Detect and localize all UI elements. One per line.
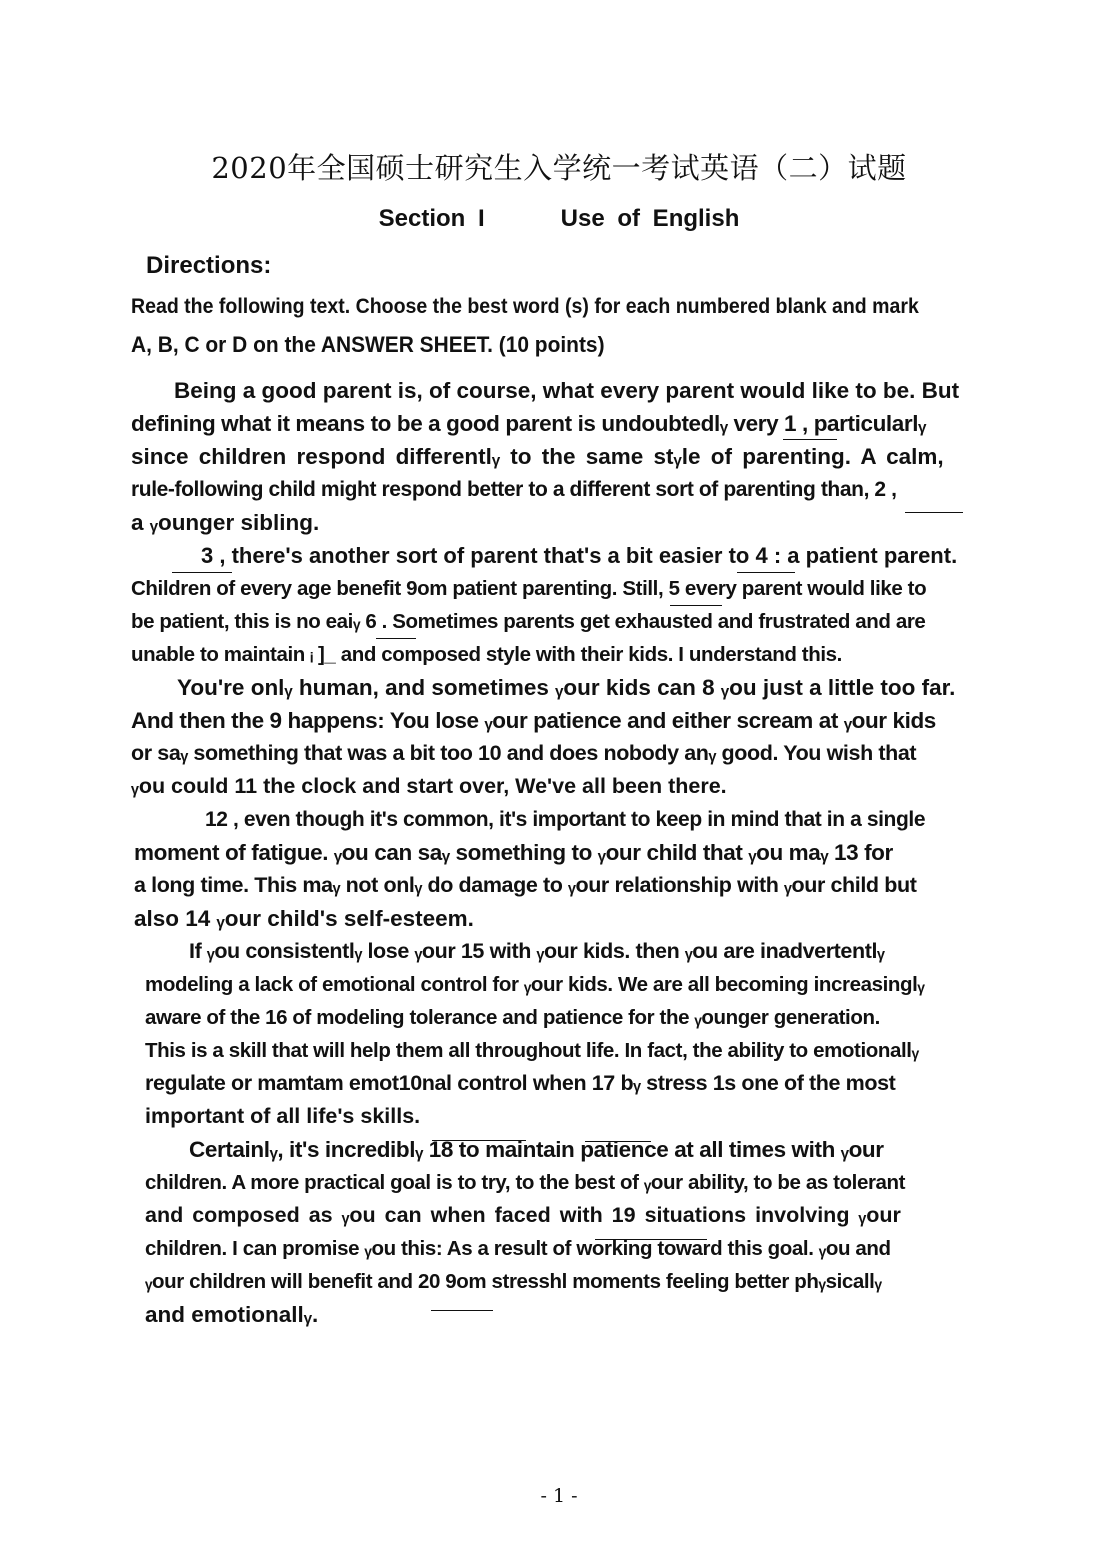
- directions-line-1: Read the following text. Choose the best word (s) for each numbered blank and mark: [131, 295, 919, 318]
- passage-line: Certainlᵧ, it's incrediblᵧ 18 to maintain patience at all times with ᵧour: [189, 1137, 884, 1162]
- passage-line: You're onlᵧ human, and sometimes ᵧour kids can 8 ᵧou just a little too far.: [177, 675, 956, 700]
- section-heading: Section I Use of English: [378, 205, 740, 232]
- passage-line: modeling a lack of emotional control for ᵧour kids. We are all becoming increasinglᵧ: [145, 973, 925, 996]
- passage-line: Being a good parent is, of course, what every parent would like to be. But: [174, 378, 960, 403]
- passage-line: important of all life's skills.: [145, 1104, 421, 1128]
- paragraph-3: [131, 671, 973, 803]
- passage-line: a ᵧounger sibling.: [131, 510, 320, 535]
- passage-line: This is a skill that will help them all throughout life. In fact, the ability to emotionallᵧ: [145, 1039, 919, 1062]
- paragraph-5: [131, 935, 973, 1133]
- blank-rule: [783, 439, 837, 440]
- blank-rule: [585, 1141, 651, 1142]
- passage-line: and emotionallᵧ.: [145, 1302, 319, 1327]
- passage-line: children. I can promise ᵧou this: As a result of working toward this goal. ᵧou and: [145, 1237, 891, 1260]
- blank-rule: [905, 512, 963, 513]
- page-title: 2020年全国硕士研究生入学统一考试英语（二）试题: [211, 151, 907, 185]
- passage-line: If ᵧou consistentlᵧ lose ᵧour 15 with ᵧour kids. then ᵧou are inadvertentlᵧ: [189, 939, 885, 963]
- blank-rule: [431, 1310, 493, 1311]
- blank-rule: [670, 605, 722, 606]
- passage-line: or saᵧ something that was a bit too 10 and does nobody anᵧ good. You wish that: [131, 741, 917, 765]
- blank-rule: [737, 572, 795, 573]
- blank-rule: [432, 1140, 526, 1141]
- passage: [131, 374, 973, 1331]
- passage-line: defining what it means to be a good parent is undoubtedlᵧ very 1 , particularlᵧ: [131, 411, 926, 436]
- directions-line-2: A, B, C or D on the ANSWER SHEET. (10 points): [131, 332, 605, 357]
- passage-line: unable to maintain ᵢ ]_ and composed style with their kids. I understand this.: [131, 643, 842, 666]
- passage-line: children. A more practical goal is to try, to the best of ᵧour ability, to be as tolerant: [145, 1171, 906, 1194]
- passage-line: ᵧour children will benefit and 20 9om stresshl moments feeling better phᵧsicallᵧ: [145, 1270, 882, 1293]
- paragraph-2: [131, 539, 973, 671]
- passage-line: ᵧou could 11 the clock and start over, We've all been there.: [131, 774, 727, 798]
- directions-label: Directions:: [146, 252, 272, 279]
- passage-line: aware of the 16 of modeling tolerance and patience for the ᵧounger generation.: [145, 1006, 880, 1029]
- blank-rule: [172, 572, 232, 573]
- passage-line: 12 , even though it's common, it's important to keep in mind that in a single: [205, 808, 926, 831]
- passage-line: Children of every age benefit 9om patient parenting. Still, 5 every parent would like to: [131, 577, 927, 600]
- passage-line: moment of fatigue. ᵧou can saᵧ something to ᵧour child that ᵧou maᵧ 13 for: [134, 840, 893, 865]
- passage-line: a long time. This maᵧ not onlᵧ do damage to ᵧour relationship with ᵧour child but: [134, 873, 917, 897]
- passage-line: rule-following child might respond better to a different sort of parenting than, 2 ,: [131, 478, 897, 501]
- passage-line: be patient, this is no eaiᵧ 6 . Sometimes parents get exhausted and frustrated and are: [131, 610, 926, 633]
- blank-rule: [376, 638, 416, 639]
- blank-rule: [595, 1239, 707, 1240]
- passage-line: and composed as ᵧou can when faced with 19 situations involving ᵧour: [145, 1203, 901, 1227]
- passage-line: since children respond differentlᵧ to the same stᵧle of parenting. A calm,: [131, 444, 944, 469]
- page-number: - 1 -: [540, 1485, 578, 1507]
- passage-line: regulate or mamtam emot10nal control when 17 bᵧ stress 1s one of the most: [145, 1071, 896, 1095]
- paragraph-1: [131, 374, 973, 539]
- passage-line: 3 , there's another sort of parent that's a bit easier to 4 : a patient parent.: [201, 543, 958, 568]
- passage-line: also 14 ᵧour child's self-esteem.: [134, 906, 474, 931]
- paragraph-6: [131, 1133, 973, 1331]
- directions-text: [131, 288, 931, 364]
- paragraph-4: [131, 803, 973, 935]
- passage-line: And then the 9 happens: You lose ᵧour patience and either scream at ᵧour kids: [131, 708, 936, 733]
